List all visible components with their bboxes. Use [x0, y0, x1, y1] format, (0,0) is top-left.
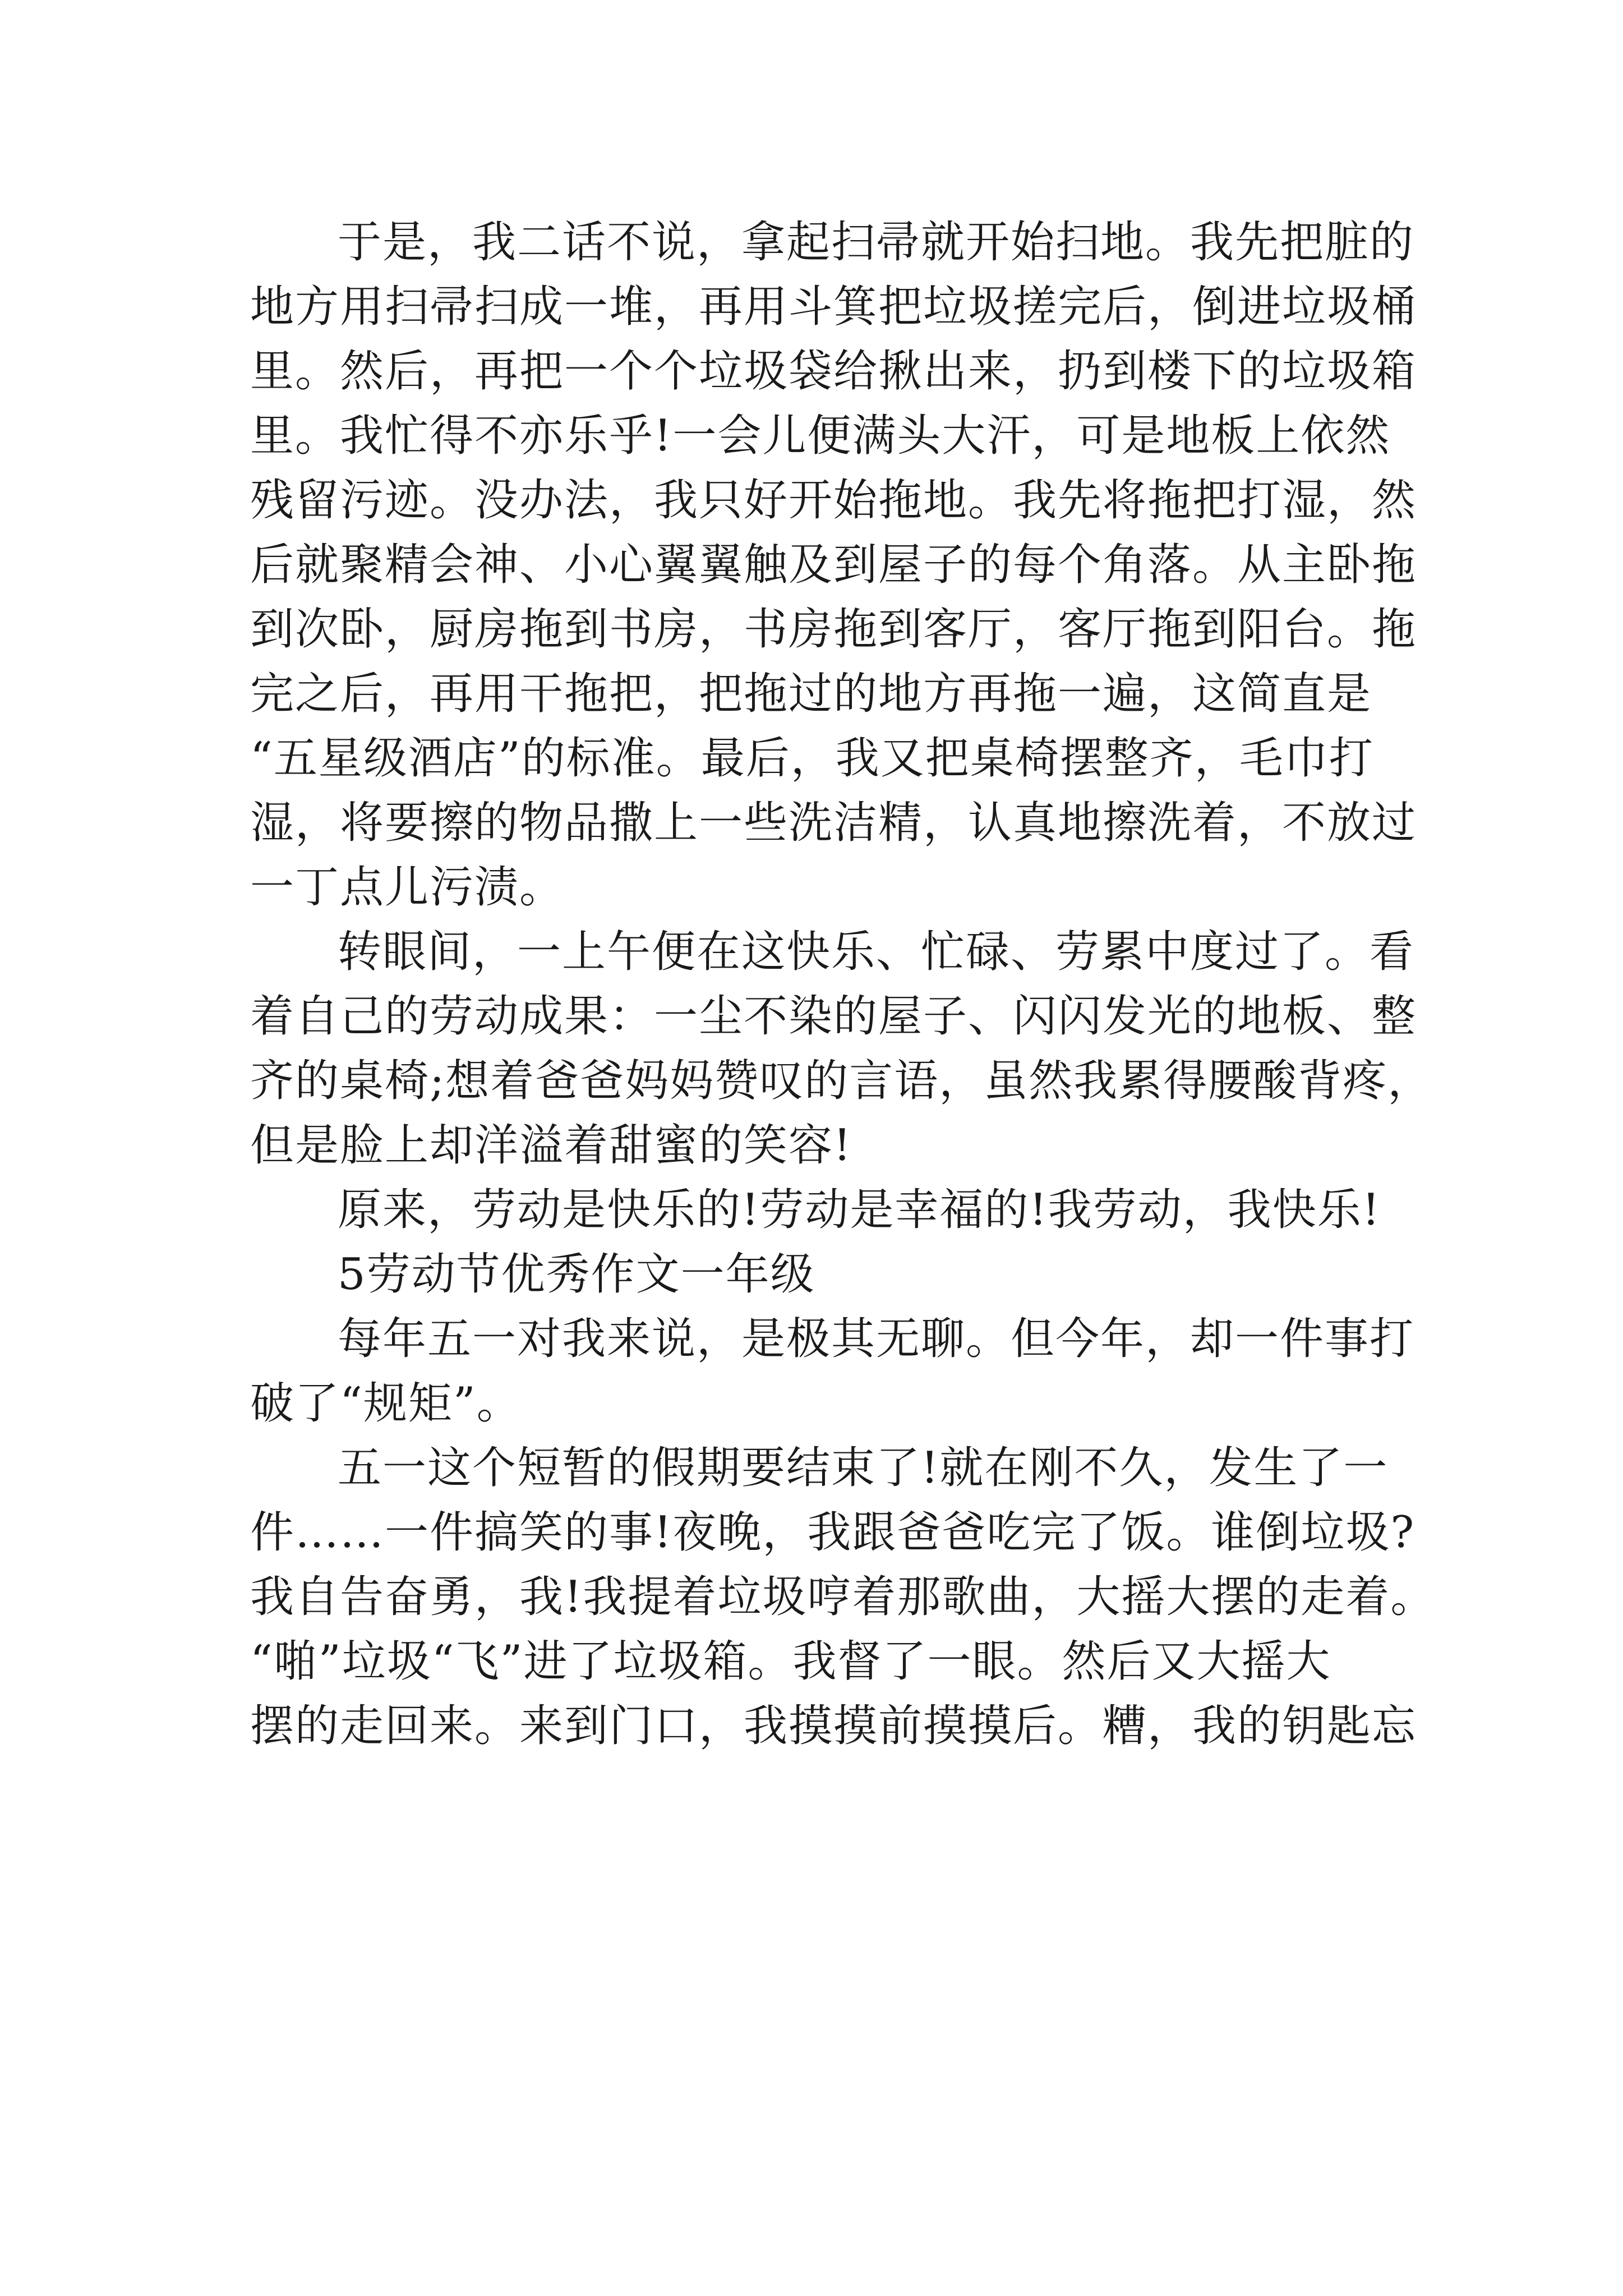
text-line: 5劳动节优秀作文一年级: [338, 1249, 815, 1300]
text-line: “啪”垃圾“飞”进了垃圾箱。我督了一眼。然后又大摇大: [250, 1636, 1331, 1687]
text-line: 地方用扫帚扫成一堆，再用斗箕把垃圾搓完后，倒进垃圾桶: [250, 282, 1417, 332]
body-text: [250, 210, 1450, 1759]
text-line: 湿，将要擦的物品撒上一些洗洁精，认真地擦洗着，不放过: [250, 798, 1417, 848]
text-line: 转眼间，一上午便在这快乐、忙碌、劳累中度过了。看: [338, 927, 1415, 977]
text-line: 于是，我二话不说，拿起扫帚就开始扫地。我先把脏的: [338, 217, 1415, 268]
text-line: 原来，劳动是快乐的!劳动是幸福的!我劳动，我快乐!: [338, 1185, 1381, 1235]
text-line: 每年五一对我来说，是极其无聊。但今年，却一件事打: [338, 1314, 1415, 1364]
text-line: 齐的桌椅;想着爸爸妈妈赞叹的言语，虽然我累得腰酸背疼，: [250, 1056, 1433, 1106]
text-line: 五一这个短暂的假期要结束了!就在刚不久，发生了一: [338, 1443, 1389, 1493]
text-line: 着自己的劳动成果：一尘不染的屋子、闪闪发光的地板、整: [250, 991, 1417, 1042]
text-line: 但是脸上却洋溢着甜蜜的笑容!: [250, 1120, 852, 1171]
text-line: 破了“规矩”。: [250, 1378, 522, 1429]
text-line: 完之后，再用干拖把，把拖过的地方再拖一遍，这简直是: [250, 669, 1372, 719]
text-line: “五星级酒店”的标准。最后，我又把桌椅摆整齐，毛巾打: [250, 733, 1374, 784]
text-line: 摆的走回来。来到门口，我摸摸前摸摸后。糟，我的钥匙忘: [250, 1701, 1417, 1751]
text-line: 我自告奋勇，我!我提着垃圾哼着那歌曲，大摇大摆的走着。: [250, 1572, 1436, 1622]
text-line: 件……一件搞笑的事!夜晚，我跟爸爸吃完了饭。谁倒垃圾?: [250, 1507, 1415, 1558]
text-line: 一丁点儿污渍。: [250, 862, 565, 913]
text-line: 里。我忙得不亦乐乎!一会儿便满头大汗，可是地板上依然: [250, 411, 1391, 461]
text-line: 后就聚精会神、小心翼翼触及到屋子的每个角落。从主卧拖: [250, 540, 1417, 590]
text-line: 残留污迹。没办法，我只好开始拖地。我先将拖把打湿，然: [250, 475, 1417, 526]
text-line: 到次卧，厨房拖到书房，书房拖到客厅，客厅拖到阳台。拖: [250, 604, 1417, 655]
text-line: 里。然后，再把一个个垃圾袋给揪出来，扔到楼下的垃圾箱: [250, 346, 1417, 397]
